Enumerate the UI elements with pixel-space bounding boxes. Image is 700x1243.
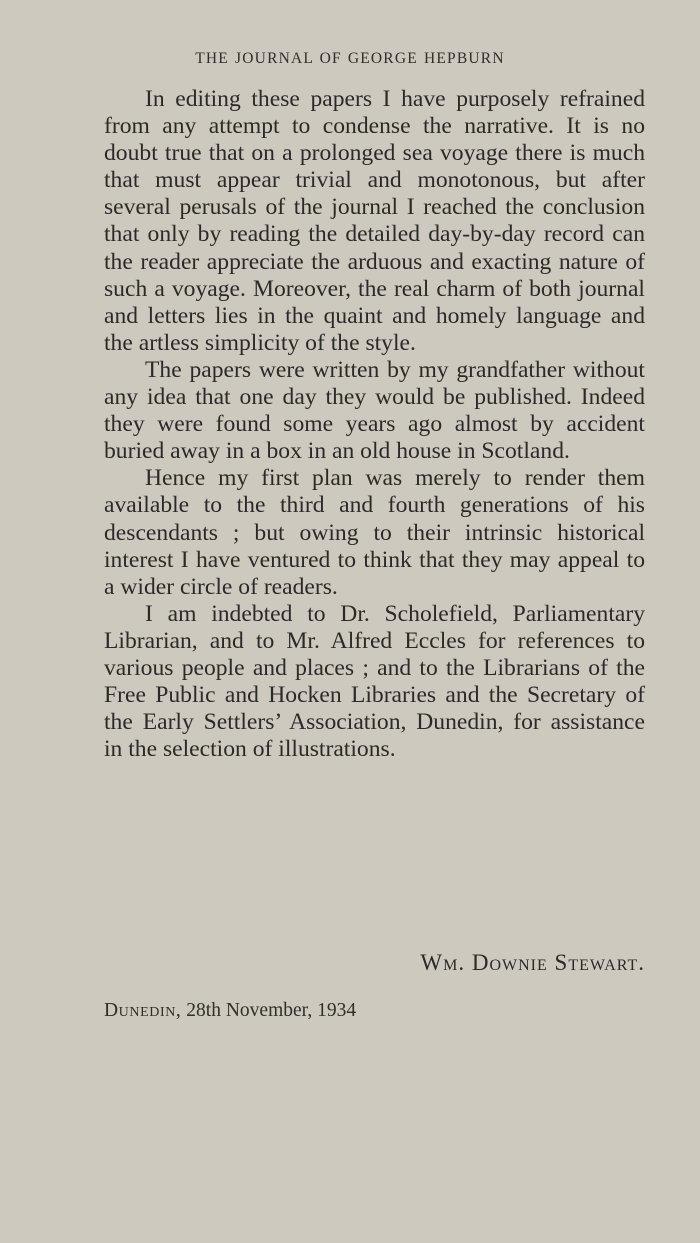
- paragraph-3: Hence my first plan was merely to render them available to the third and fourth generations of his descendants ; but owing to their intrinsic historical interest I have ventured to think that they may appeal to a wider circle of readers.: [104, 465, 645, 600]
- paragraph-1: In editing these papers I have purposely refrained from any attempt to condense the narrative. It is no doubt true that on a prolonged sea voyage there is much that must appear trivial and monotonous, but after several perusals of the journal I reached the conclusion that only by reading the detailed day-by-day record can the reader appreciate the arduous and exacting nature of such a voyage. Moreover, the real charm of both journal and letters lies in the quaint and homely language and the artless simplicity of the style.: [104, 86, 645, 356]
- paragraph-4: I am indebted to Dr. Scholefield, Parliamentary Librarian, and to Mr. Alfred Eccles for references to various people and places ; and to the Librarians of the Free Public and Hocken Libraries and the Secretary of the Early Settlers’ Association, Dunedin, for assistance in the selection of illustrations.: [104, 600, 645, 763]
- running-head: THE JOURNAL OF GEORGE HEPBURN: [195, 50, 505, 67]
- dateline-place: Dunedin,: [104, 1000, 182, 1021]
- dateline-date: 28th November, 1934: [186, 1000, 357, 1021]
- author-signature: Wm. Downie Stewart.: [420, 950, 645, 975]
- dateline: [104, 1000, 356, 1022]
- paragraph-2: The papers were written by my grandfather without any idea that one day they would be published. Indeed they were found some years ago almost by accident buried away in a box in an old house in Scotland.: [104, 356, 645, 465]
- preface-body: [104, 86, 645, 763]
